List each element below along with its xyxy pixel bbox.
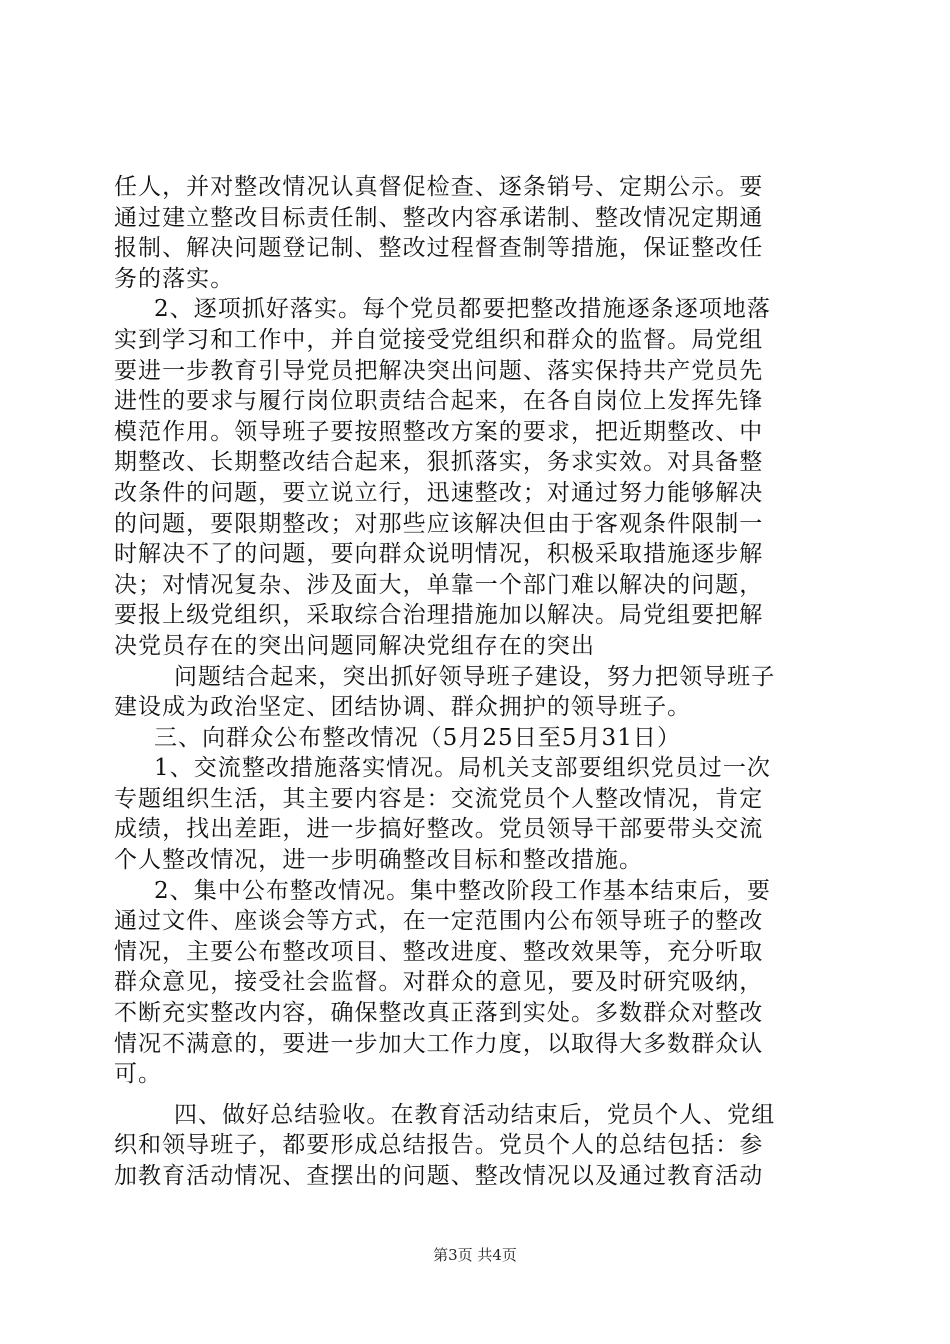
text-line: 要进一步教育引导党员把解决突出问题、落实保持共产党员先: [114, 357, 764, 384]
text-line: 决；对情况复杂、涉及面大，单靠一个部门难以解决的问题，: [114, 571, 764, 598]
text-line: 群众意见，接受社会监督。对群众的意见，要及时研究吸纳，: [114, 969, 764, 996]
paragraph: [114, 294, 836, 661]
text-line: 时解决不了的问题，要向群众说明情况，积极采取措施逐步解: [114, 541, 764, 568]
text-line: 专题组织生活，其主要内容是：交流党员个人整改情况，肯定: [114, 785, 764, 812]
text-line: 2、逐项抓好落实。每个党员都要把整改措施逐条逐项地落: [154, 296, 771, 323]
text-line: 期整改、长期整改结合起来，狠抓落实，务求实效。对具备整: [114, 449, 764, 476]
paragraph: [114, 876, 836, 1090]
text-line: 任人，并对整改情况认真督促检查、逐条销号、定期公示。要: [114, 174, 764, 200]
text-line: 建设成为政治坚定、团结协调、群众拥护的领导班子。: [114, 694, 692, 721]
text-line: 实到学习和工作中，并自觉接受党组织和群众的监督。局党组: [114, 326, 764, 353]
text-line: 问题结合起来，突出抓好领导班子建设，努力把领导班子: [174, 663, 776, 690]
text-line: 成绩，找出差距，进一步搞好整改。党员领导干部要带头交流: [114, 816, 764, 843]
text-line: 加教育活动情况、查摆出的问题、整改情况以及通过教育活动: [114, 1163, 764, 1189]
paragraph: [114, 723, 836, 754]
text-line: 1、交流整改措施落实情况。局机关支部要组织党员过一次: [154, 755, 771, 782]
text-line: 2、集中公布整改情况。集中整改阶段工作基本结束后，要: [154, 877, 771, 904]
text-line: 三、向群众公布整改情况（5月25日至5月31日）: [154, 724, 681, 751]
text-line: 改条件的问题，要立说立行，迅速整改；对通过努力能够解决: [114, 479, 764, 506]
document-body: [114, 172, 836, 1192]
text-line: 的问题，要限期整改；对那些应该解决但由于客观条件限制一: [114, 510, 764, 537]
page-footer: 第3页 共4页: [433, 1246, 517, 1264]
text-line: 通过文件、座谈会等方式，在一定范围内公布领导班子的整改: [114, 908, 764, 935]
text-line: 进性的要求与履行岗位职责结合起来，在各自岗位上发挥先锋: [114, 388, 764, 415]
text-line: 决党员存在的突出问题同解决党组存在的突出: [114, 632, 595, 659]
text-line: 织和领导班子，都要形成总结报告。党员个人的总结包括：参: [114, 1132, 764, 1159]
text-line: 情况，主要公布整改项目、整改进度、整改效果等，充分听取: [114, 938, 764, 965]
paragraph-gap: [114, 1090, 836, 1100]
text-line: 可。: [114, 1061, 163, 1088]
paragraph: [114, 172, 836, 294]
text-line: 务的落实。: [114, 265, 235, 292]
paragraph: [114, 753, 836, 875]
text-line: 模范作用。领导班子要按照整改方案的要求，把近期整改、中: [114, 418, 764, 445]
paragraph: [114, 1100, 836, 1192]
text-line: 个人整改情况，进一步明确整改目标和整改措施。: [114, 847, 644, 874]
text-line: 四、做好总结验收。在教育活动结束后，党员个人、党组: [174, 1101, 776, 1128]
text-line: 通过建立整改目标责任制、整改内容承诺制、整改情况定期通: [114, 204, 764, 231]
paragraph: [114, 662, 836, 723]
text-line: 要报上级党组织，采取综合治理措施加以解决。局党组要把解: [114, 602, 764, 629]
text-line: 报制、解决问题登记制、整改过程督查制等措施，保证整改任: [114, 235, 764, 262]
text-line: 情况不满意的，要进一步加大工作力度，以取得大多数群众认: [114, 1030, 764, 1057]
text-line: 不断充实整改内容，确保整改真正落到实处。多数群众对整改: [114, 1000, 764, 1027]
